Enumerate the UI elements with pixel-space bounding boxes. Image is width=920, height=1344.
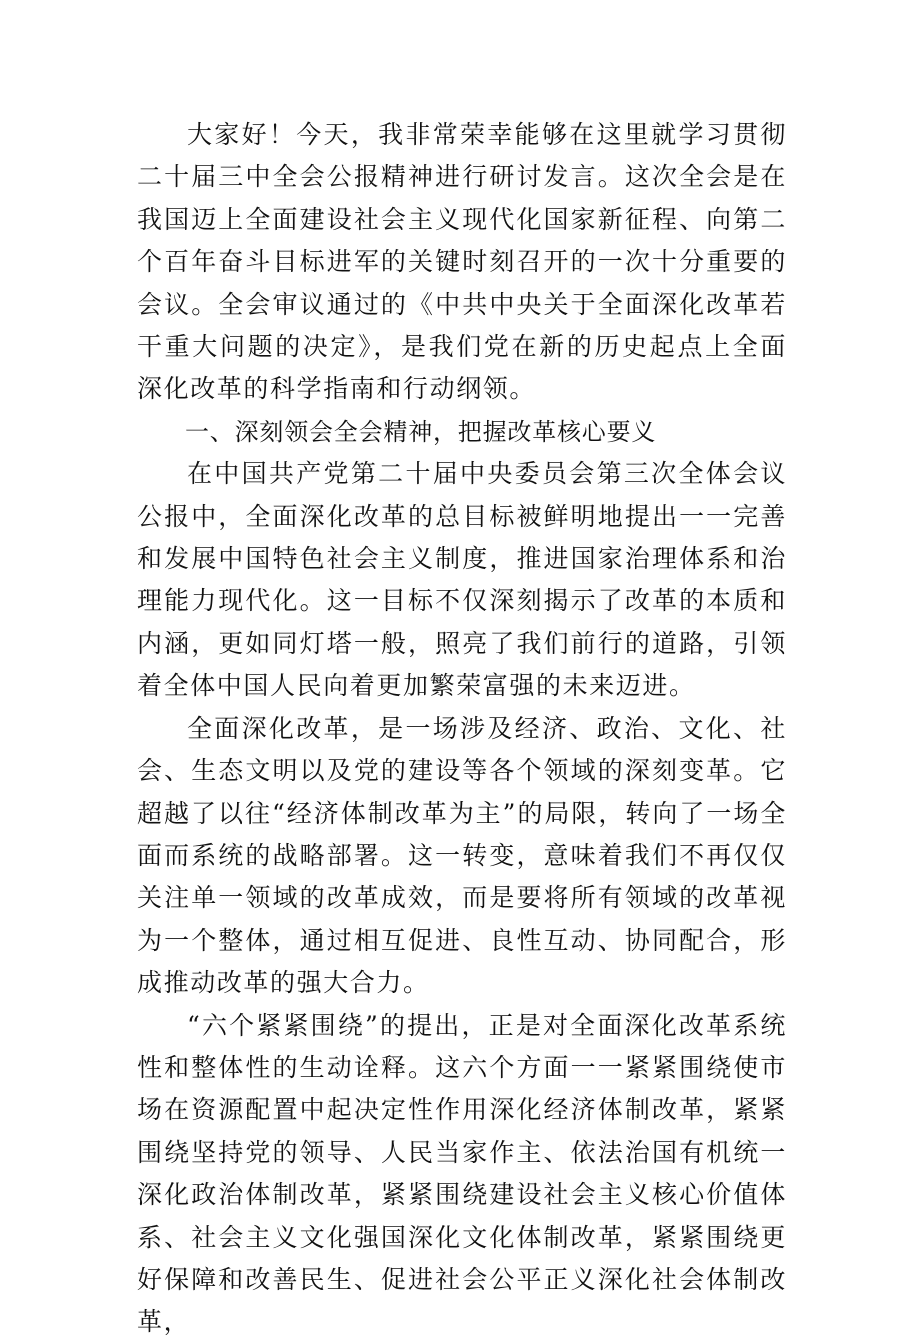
body-paragraph-1: 在中国共产党第二十届中央委员会第三次全体会议公报中，全面深化改革的总目标被鲜明地提出一一完善和发展中国特色社会主义制度，推进国家治理体系和治理能力现代化。这一目标不仅深刻揭示了改革的本质和内涵，更如同灯塔一般，照亮了我们前行的道路，引领着全体中国人民向着更加繁荣富强的未来迈进。 bbox=[137, 459, 787, 701]
body-paragraph-3: “六个紧紧围绕”的提出，正是对全面深化改革系统性和整体性的生动诠释。这六个方面一一紧紧围绕使市场在资源配置中起决定性作用深化经济体制改革，紧紧围绕坚持党的领导、人民当家作主、依法治国有机统一深化政治体制改革，紧紧围绕建设社会主义核心价值体系、社会主义文化强国深化文化体制改革，紧紧围绕更好保障和改善民生、促进社会公平正义深化社会体制改革， bbox=[137, 1010, 787, 1337]
intro-paragraph: 大家好！今天，我非常荣幸能够在这里就学习贯彻二十届三中全会公报精神进行研讨发言。这次全会是在我国迈上全面建设社会主义现代化国家新征程、向第二个百年奋斗目标进军的关键时刻召开的一次十分重要的会议。全会审议通过的《中共中央关于全面深化改革若干重大问题的决定》，是我们党在新的历史起点上全面深化改革的科学指南和行动纲领。 bbox=[137, 120, 787, 404]
body-paragraph-2: 全面深化改革，是一场涉及经济、政治、文化、社会、生态文明以及党的建设等各个领域的深刻变革。它超越了以往“经济体制改革为主”的局限，转向了一场全面而系统的战略部署。这一转变，意味着我们不再仅仅关注单一领域的改革成效，而是要将所有领域的改革视为一个整体，通过相互促进、良性互动、协同配合，形成推动改革的强大合力。 bbox=[137, 713, 787, 998]
section-heading: 一、深刻领会全会精神，把握改革核心要义 bbox=[185, 417, 657, 446]
document-body bbox=[137, 114, 787, 1344]
